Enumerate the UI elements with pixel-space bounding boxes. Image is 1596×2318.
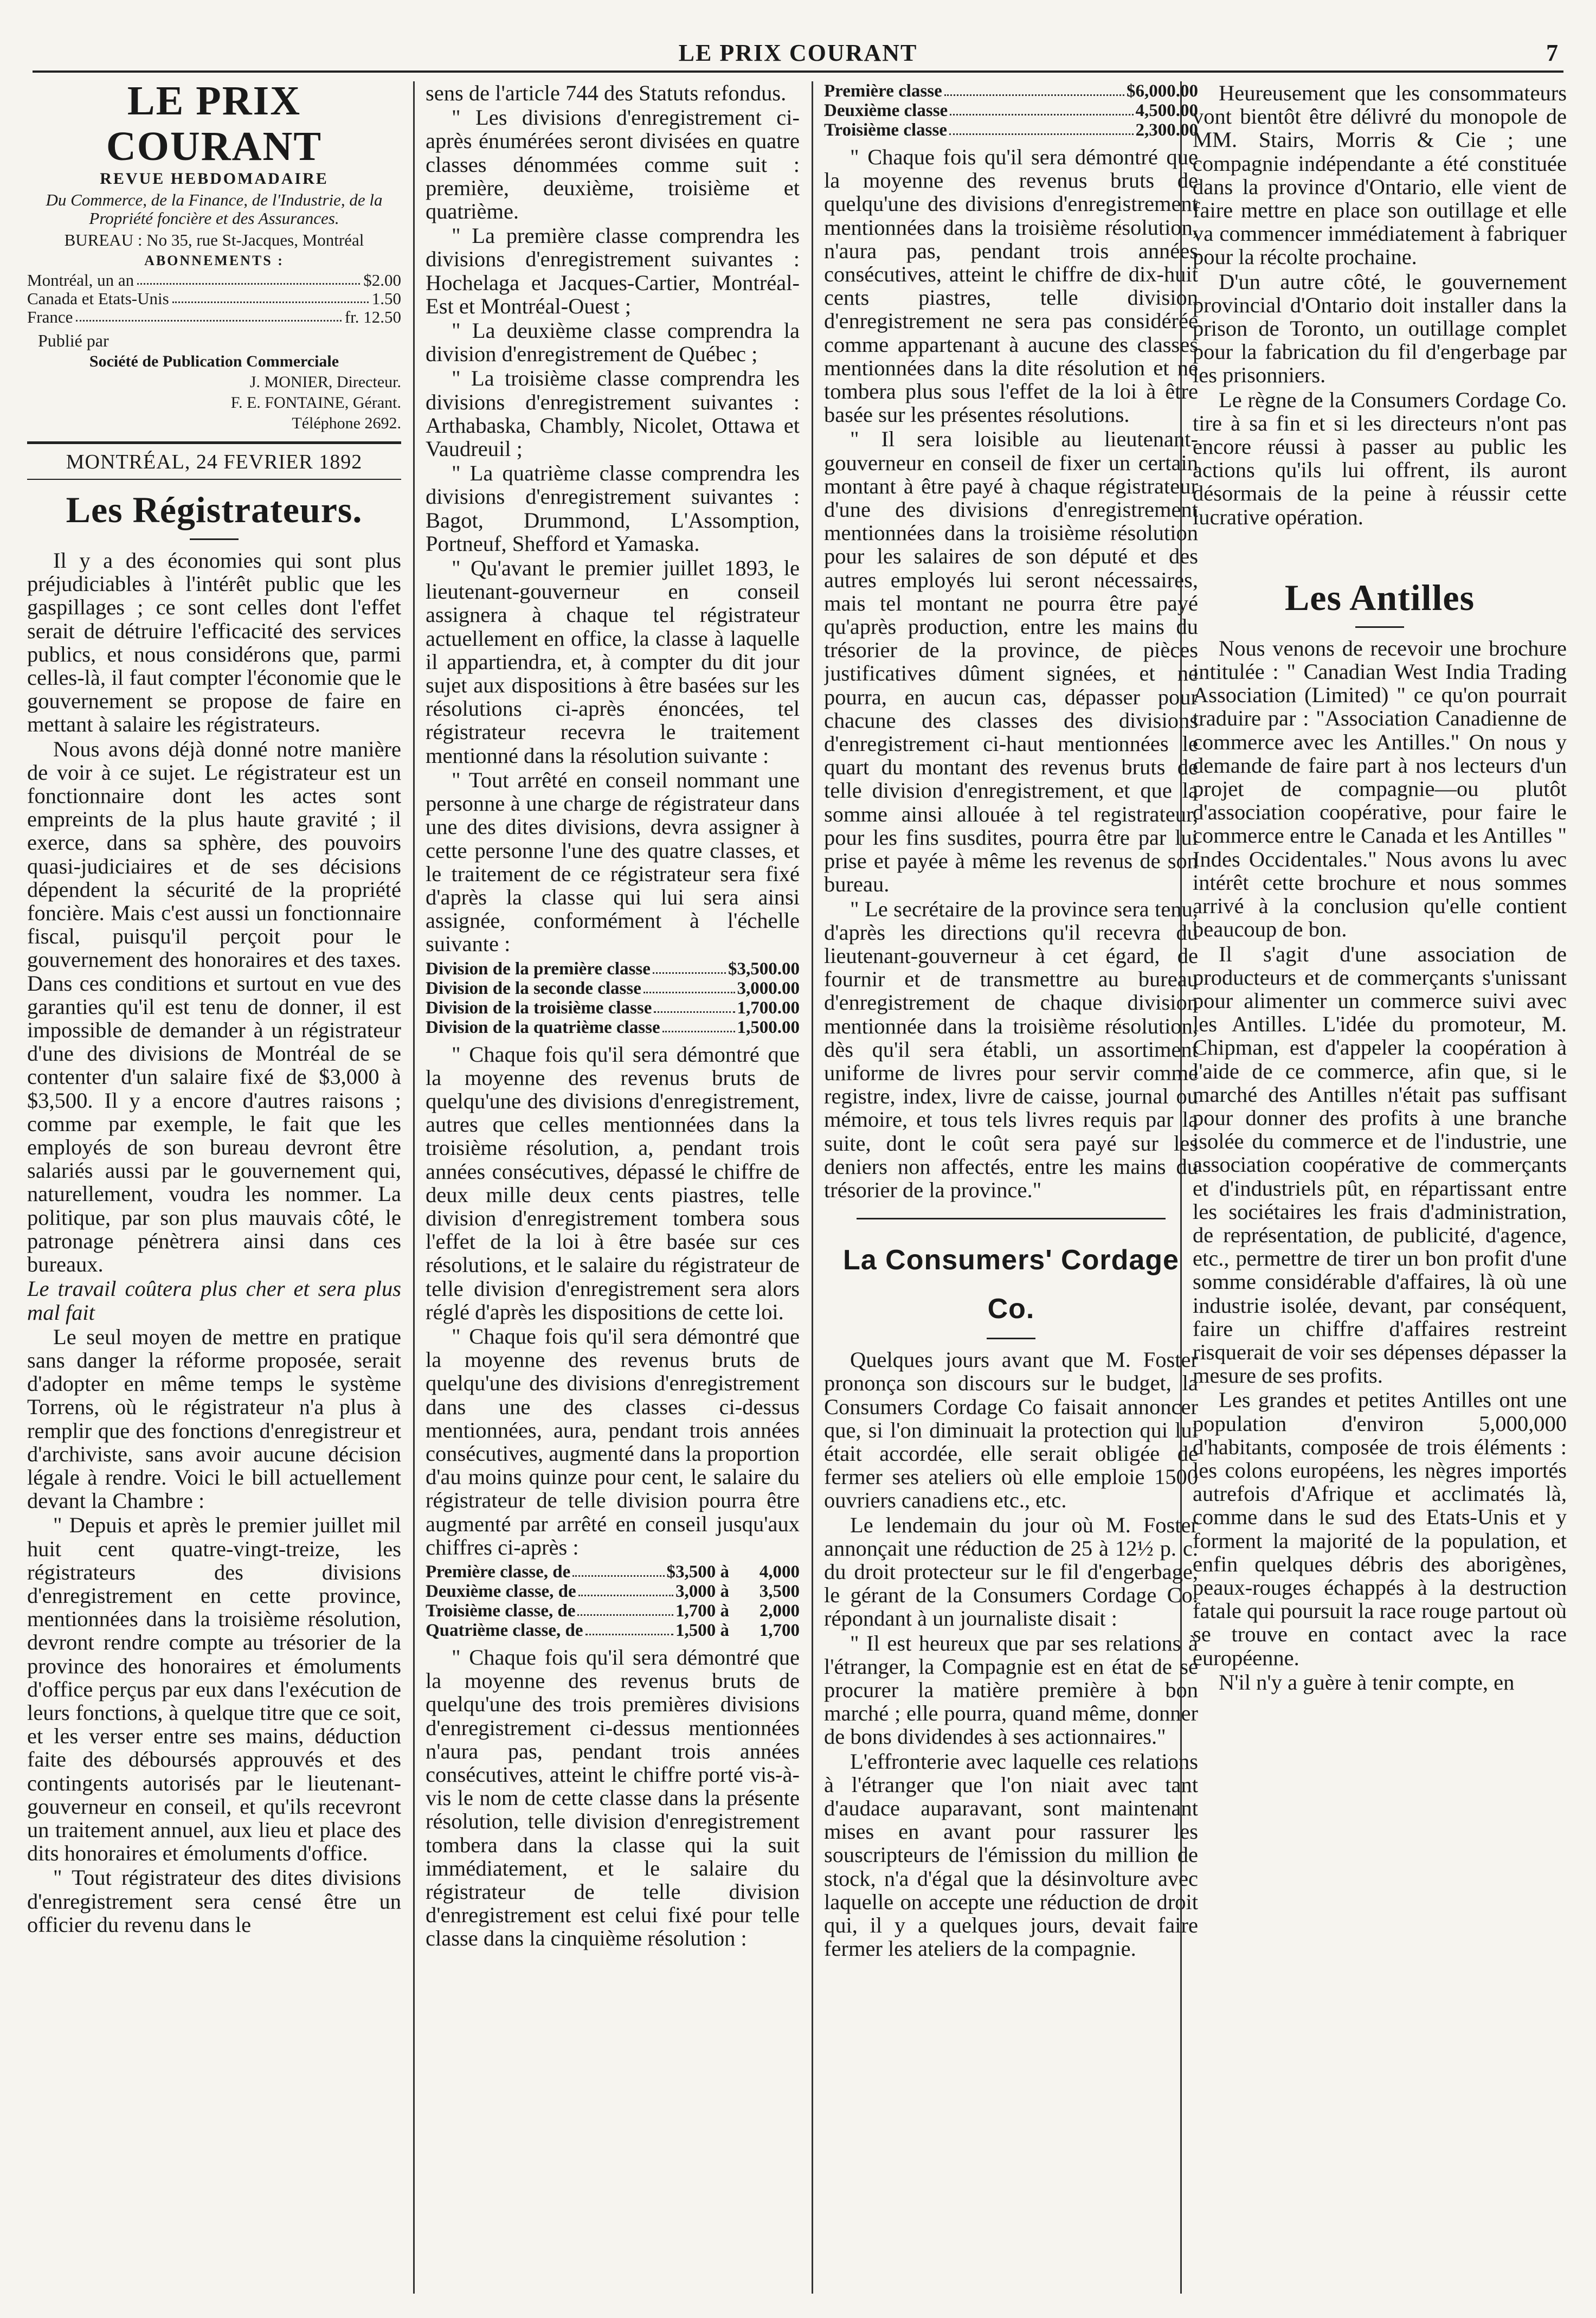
rate-label: Montréal, un an [27, 271, 134, 290]
article-title-registrateurs: Les Régistrateurs. [66, 489, 363, 530]
table-row [426, 1582, 800, 1601]
column-divider [413, 81, 415, 2294]
table-label: Première classe [824, 81, 942, 101]
table-label: Première classe, de [426, 1562, 571, 1582]
paragraph-italic [27, 1277, 401, 1324]
table-label: Quatrième classe, de [426, 1620, 583, 1640]
table-label: Division de la quatrième classe [426, 1017, 660, 1037]
publisher-telephone: Téléphone 2692. [292, 414, 401, 432]
rate-label: France [27, 307, 73, 326]
salary-table [426, 959, 800, 1037]
column-3 [824, 81, 1198, 2294]
table-value: $3,500.00 [728, 959, 800, 979]
table-row [426, 998, 800, 1018]
paragraph: " Tout régistrateur des dites divisions d'enregistrement sera censé être un officier du revenu dans le [27, 1865, 401, 1937]
publisher-manager: F. E. FONTAINE, Gérant. [230, 394, 401, 412]
paragraph: Nous venons de recevoir une brochure intitulée : " Canadian West India Trading Association (Limited) " ce qu'on pourrait traduire par : "Association Canadienne de commerce avec les Antilles." On nous y demande de faire part à nos lecteurs d'un projet de compagnie—ou plutôt d'association coopérative, pour faire le commerce entre le Canada et les Antilles " Indes Occidentales." Nous avons lu avec intérêt cette brochure et nous sommes arrivé à la conclusion qu'elle contient beaucoup de bon. [1193, 635, 1567, 942]
table-value: 3,000 à [675, 1581, 729, 1601]
paragraph: " Les divisions d'enregistrement ci-après énumérées seront divisées en quatre classes dénommées comme suit : première, deuxième, troisième et quatrième. [426, 105, 800, 224]
paragraph: N'il n'y a guère à tenir compte, en [1219, 1670, 1515, 1694]
table-label: Division de la première classe [426, 959, 651, 979]
masthead-description: Du Commerce, de la Finance, de l'Industrie, de la Propriété foncière et des Assurances. [46, 190, 383, 228]
dateline-rule [27, 479, 401, 480]
paragraph: " Tout arrêté en conseil nommant une personne à une charge de régistrateur dans une des dites divisions, devra assigner à cette personne l'une des quatre classes, et le traitement de ce régistrateur sera fixé d'après la classe qui lui sera ainsi assignée, conformément à l'échelle suivante : [426, 767, 800, 956]
paragraph: " Il est heureux que par ses relations à l'étranger, la Compagnie est en état de se procurer la matière première à bon marché ; elle pourra, quand même, donner de bons dividendes à ses actionnaires." [824, 1630, 1198, 1749]
table-value: 3,500 [759, 1581, 800, 1601]
table-row [426, 1018, 800, 1037]
paragraph: " La troisième classe comprendra les divisions d'enregistrement suivantes : Arthabaska, Chambly, Nicolet, Ottawa et Vaudreuil ; [426, 366, 800, 461]
title-rule [190, 538, 239, 540]
paragraph: Quelques jours avant que M. Foster prononça son discours sur le budget, la Consumers Cordage Co faisait annoncer que, si l'on diminuait la protection qui lui était accordée, elle serait obligée de fermer ses ateliers où elle emploie 1500 ouvriers canadiens etc., etc. [824, 1347, 1198, 1513]
table-row [426, 979, 800, 998]
dateline: MONTRÉAL, 24 FEVRIER 1892 [66, 451, 363, 473]
article-title-cordage: La Consumers' Cordage Co. [843, 1244, 1179, 1325]
paragraph: " Chaque fois qu'il sera démontré que la moyenne des revenus bruts de quelqu'une des divisions d'enregistrement mentionnées dans la troisième résolution, n'aura pas, pendant trois années consécutives, atteint le chiffre de dix-huit cents piastres, telle division d'enregistrement ne sera pas considérée comme appartenant à aucune des classes mentionnées dans la dite résolution et ne tombera plus sous l'effet de la loi à être basée sur les présentes résolutions. [824, 145, 1198, 427]
paragraph: Le lendemain du jour où M. Foster annonçait une réduction de 25 à 12½ p. c. du droit protecteur sur le fil d'engerbage, le gérant de la Consumers Cordage Co. répondant à un journaliste disait : [824, 1512, 1198, 1631]
paragraph: Le seul moyen de mettre en pratique sans danger la réforme proposée, serait d'adopter en même temps le système Torrens, où le régistrateur n'a plus à remplir que des fonctions d'enregistreur et d'archiviste, sans avoir aucune décision légale à rendre. Voici le bill actuellement devant la Chambre : [27, 1324, 401, 1513]
table-row [824, 120, 1198, 140]
masthead [27, 81, 401, 434]
page-number: 7 [1546, 40, 1558, 66]
masthead-rule [27, 441, 401, 444]
table-label: Troisième classe [824, 120, 947, 140]
table-label: Division de la seconde classe [426, 978, 641, 998]
table-row [824, 81, 1198, 101]
title-rule [987, 1338, 1035, 1339]
title-rule [1355, 626, 1404, 628]
table-value: 2,300.00 [1135, 120, 1198, 140]
table-label: Troisième classe, de [426, 1601, 576, 1621]
rate-row [27, 271, 401, 290]
paragraph: " La quatrième classe comprendra les divisions d'enregistrement suivantes : Bagot, Drummond, L'Assomption, Portneuf, Shefford et Yamaska. [426, 461, 800, 556]
table-value: $3,500 à [666, 1562, 729, 1582]
table-label: Division de la troisième classe [426, 998, 652, 1018]
column-4 [1193, 81, 1567, 2294]
paragraph: " Chaque fois qu'il sera démontré que la moyenne des revenus bruts de quelqu'une des divisions d'enregistrement dans une des classes ci-dessus mentionnées, aura, pendant trois années consécutives, augmenté dans la proportion d'au moins quinze pour cent, le salaire du régistrateur de telle division pourra être augmenté par arrêté en conseil jusqu'aux chiffres ci-après : [426, 1324, 800, 1559]
publisher-society: Société de Publication Commerciale [89, 352, 339, 370]
paragraph: " Le secrétaire de la province sera tenu, d'après les directions qu'il recevra du lieutenant-gouverneur à cet égard, de fournir et de transmettre au bureau d'enregistrement de chaque division mentionnée dans la troisième résolution, dès qu'il sera établi, un assortiment uniforme de livres pour servir comme registre, index, livre de caisse, journal ou mémoire, et tous tels livres requis par la suite, dont le coût sera payé sur les deniers non affectés, entre les mains du trésorier de la province." [824, 896, 1198, 1202]
rate-value: fr. 12.50 [344, 307, 401, 326]
article-separator [857, 1218, 1166, 1219]
table-label: Deuxième classe [824, 101, 948, 120]
paragraph: " Il sera loisible au lieutenant-gouverneur en conseil de fixer un certain montant à être payé à chaque régistrateur d'une des divisions d'enregistrement mentionnées dans la troisième résolution pour les salaires de son député et des autres employés lui seront nécessaires, mais tel montant ne pourra être payé qu'après production, entre les mains du trésorier de la province, de pièces justificatives dûment signées, et ne pourra, en aucun cas, dépasser pour chacune des classes des divisions d'enregistrement ci-haut mentionnées le quart du montant des revenus bruts de telle division d'enregistrement, et que la somme ainsi allouée à tel registrateur, pour les fins susdites, pourra être par lui prise et payée à même les revenus de son bureau. [824, 427, 1198, 897]
newspaper-columns [27, 81, 1567, 2304]
paragraph: Le règne de la Consumers Cordage Co. tire à sa fin et si les directeurs n'ont pas encore réussi à passer au public les actions qu'ils lui offrent, ils auront désormais de la peine à réussir cette lucrative opération. [1193, 387, 1567, 529]
paragraph: L'effronterie avec laquelle ces relations à l'étranger que l'on niait avec tant d'audace auparavant, sont maintenant mises en avant pour rassurer les souscripteurs de l'émission du million de stock, n'a d'égal que la désinvolture avec laquelle on accepte une réduction de droit qui, il y a quelques jours, devait faire fermer les ateliers de la compagnie. [824, 1749, 1198, 1961]
table-value: 1,700 à [675, 1601, 729, 1621]
column-divider [812, 81, 813, 2294]
column-1 [27, 81, 401, 2294]
article-title-antilles: Les Antilles [1284, 576, 1475, 618]
table-label: Deuxième classe, de [426, 1581, 576, 1601]
paragraph: " Chaque fois qu'il sera démontré que la moyenne des revenus bruts de quelqu'une des trois premières divisions d'enregistrement ci-dessus mentionnées n'aura pas, pendant trois années consécutives, atteint le chiffre porté vis-à-vis le nom de cette classe dans la présente résolution, telle division d'enregistrement tombera dans la classe qui la suit immédiatement, et le salaire du régistrateur de telle division d'enregistrement est celui fixé pour telle classe dans la cinquième résolution : [426, 1645, 800, 1951]
table-row [426, 959, 800, 979]
table-value: 1,500.00 [737, 1017, 800, 1037]
table-value: 1,500 à [675, 1620, 729, 1640]
masthead-abonnements: ABONNEMENTS : [144, 253, 284, 268]
salary-range-table [426, 1562, 800, 1640]
running-head [33, 33, 1563, 73]
masthead-publie-par: Publié par [38, 331, 109, 350]
rate-row [27, 308, 401, 326]
italic-text: Le travail coûtera plus cher et sera plus mal fait [27, 1276, 401, 1325]
rate-label: Canada et Etats-Unis [27, 289, 169, 308]
table-value: 4,500.00 [1135, 101, 1198, 120]
masthead-bureau: BUREAU : No 35, rue St-Jacques, Montréal [64, 230, 364, 249]
paragraph: D'un autre côté, le gouvernement provincial d'Ontario doit installer dans la prison de Toronto, un outillage complet pour la fabrication du fil d'engerbage par les prisonniers. [1193, 269, 1567, 388]
rate-value: $2.00 [363, 271, 401, 290]
table-value: 1,700 [759, 1620, 800, 1640]
masthead-title: LE PRIX COURANT [106, 81, 323, 169]
table-value: 2,000 [759, 1601, 800, 1621]
publisher-director: J. MONIER, Directeur. [249, 373, 401, 391]
paragraph: " Qu'avant le premier juillet 1893, le lieutenant-gouverneur en conseil assignera à chaque tel régistrateur actuellement en office, la classe à laquelle il appartiendra, et, à compter du dit jour sujet aux dispositions à être basées sur les résolutions ci-après énoncées, tel régistrateur recevra le traitement mentionné dans la résolution suivante : [426, 556, 800, 768]
table-value: 4,000 [759, 1562, 800, 1582]
masthead-subtitle: REVUE HEBDOMADAIRE [100, 170, 329, 188]
rate-value: 1.50 [371, 289, 401, 308]
paragraph: Heureusement que les consommateurs vont bientôt être délivré du monopole de MM. Stairs, Morris & Cie ; une compagnie indépendante a été constituée dans la province d'Ontario, elle vient de faire mettre en place son outillage et elle va commencer immédiatement à fabriquer pour la récolte prochaine. [1193, 81, 1567, 269]
paragraph: Il y a des économies qui sont plus préjudiciables à l'intérêt public que les gaspillages ; ce sont celles dont l'effet serait de détruire l'efficacité des services publics, et nous considérons que, parmi celles-là, il faut compter l'économie que le gouvernement se propose de faire en mettant à salaire les régistrateurs. [27, 548, 401, 737]
running-head-title: LE PRIX COURANT [678, 40, 918, 66]
table-row [426, 1601, 800, 1621]
class-salary-table [824, 81, 1198, 140]
masthead-publisher [27, 351, 401, 434]
table-row [824, 101, 1198, 120]
table-row [426, 1621, 800, 1640]
paragraph: " Chaque fois qu'il sera démontré que la moyenne des revenus bruts de quelqu'une des divisions d'enregistrement, autres que celles mentionnées dans la troisième résolution, a, pendant trois années consécutives, dépassé le chiffre de deux mille deux cents piastres, telle division d'enregistrement tombera sous l'effet de la loi à être basée sur ces résolutions, et le salaire du régistrateur de telle division d'enregistrement sera alors réglé d'après les dispositions de cette loi. [426, 1042, 800, 1324]
paragraph: Il s'agit d'une association de producteurs et de commerçants s'unissant pour alimenter un commerce suivi avec les Antilles. L'idée du promoteur, M. Chipman, est d'appeler la coopération à l'aide de ce commerce, afin que, si le marché des Antilles n'était pas suffisant pour donner des profits à une branche isolée du commerce et de l'industrie, une association coopérative de commerçants et d'industriels pût, en répartissant entre les sociétaires les frais d'administration, de représentation, de publicité, d'agence, etc., permettre de tirer un bon profit d'une somme considérable d'affaires, là où une industrie isolée, devant, par conséquent, faire un chiffre d'affaires restreint risquerait de voir ses dépenses dépasser la mesure de ses profits. [1193, 941, 1567, 1388]
paragraph: " La première classe comprendra les divisions d'enregistrement suivantes : Hochelaga et Jacques-Cartier, Montréal-Est et Montréal-Ouest ; [426, 223, 800, 318]
table-value: 3,000.00 [737, 978, 800, 998]
paragraph: " Depuis et après le premier juillet mil huit cent quatre-vingt-treize, les régistrateurs des divisions d'enregistrement en cette province, mentionnées dans la troisième résolution, devront rendre compte au trésorier de la province des honoraires et émoluments d'office perçus par eux dans l'exécution de leurs fonctions, à quelque titre que ce soit, et les verser entre ses mains, déduction faite des déboursés approuvés et des contingents autorisés par le lieutenant-gouverneur en conseil, et qu'ils recevront un traitement annuel, aux lieu et place des dits honoraires et émoluments d'office. [27, 1513, 401, 1866]
paragraph: sens de l'article 744 des Statuts refondus. [426, 81, 787, 105]
table-value: $6,000.00 [1127, 81, 1198, 101]
table-value: 1,700.00 [737, 998, 800, 1018]
column-2 [426, 81, 800, 2294]
paragraph: Nous avons déjà donné notre manière de voir à ce sujet. Le régistrateur est un fonctionnaire dont les actes sont empreints de la plus haute gravité ; il exerce, dans sa sphère, des pouvoirs quasi-judiciaires et de ses décisions dépendent la sécurité de la propriété foncière. Mais c'est aussi un fonctionnaire fiscal, puisqu'il perçoit pour le gouvernement des honoraires et des taxes. Dans ces conditions et surtout en vue des garanties qu'il est tenu de donner, il est impossible de demander à un régistrateur d'une des divisions de Montréal de se contenter d'un salaire fixé de $3,000 à $3,500. Il y a encore d'autres raisons ; comme par exemple, le fait que les employés de son bureau devront être salariés aussi par le gouvernement qui, naturellement, voudra les nommer. La politique, par son plus mauvais côté, le patronage pénètrera ainsi dans ces bureaux. [27, 736, 401, 1277]
paragraph: Les grandes et petites Antilles ont une population d'environ 5,000,000 d'habitants, composée de trois éléments : les colons européens, les nègres importés autrefois d'Afrique et acclimatés là, comme dans le sud des Etats-Unis et y forment la majorité de la population, et enfin quelques débris des aborigènes, peaux-rouges échappés à la destruction fatale qui poursuit la race rouge partout où se trouve en contact avec la race européenne. [1193, 1388, 1567, 1670]
rate-row [27, 290, 401, 308]
paragraph: " La deuxième classe comprendra la division d'enregistrement de Québec ; [426, 318, 800, 367]
table-row [426, 1562, 800, 1582]
